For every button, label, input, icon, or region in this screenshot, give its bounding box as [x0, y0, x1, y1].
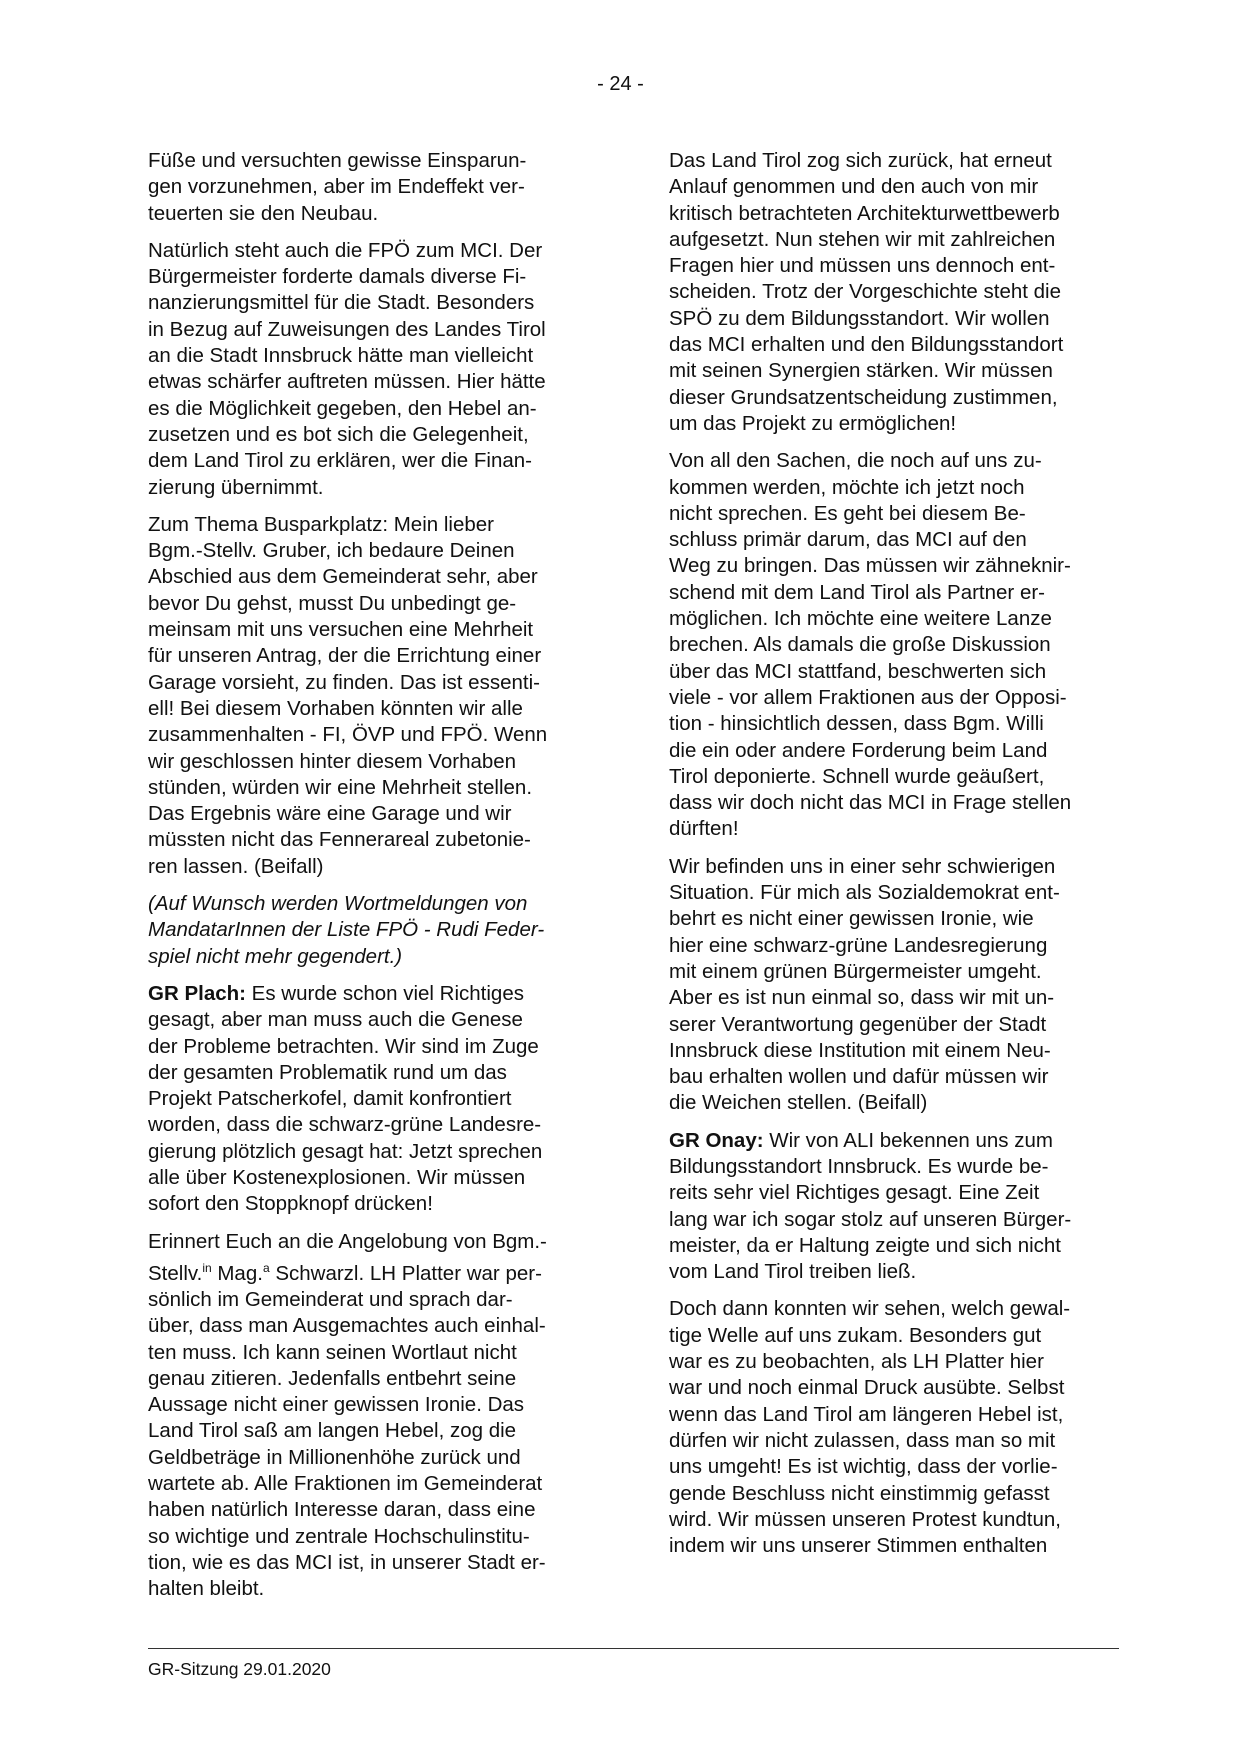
superscript: in — [202, 1260, 212, 1275]
paragraph: Zum Thema Busparkplatz: Mein lieber Bgm.-Stellv. Gruber, ich bedaure Deinen Abschied aus dem Gemeinderat sehr, aber bevor Du gehst, musst Du unbedingt ge- meinsam mit uns versuchen eine Mehrheit für unseren Antrag, der die Errichtung einer Garage vorsieht, zu finden. Das ist essenti- ell! Bei diesem Vorhaben könnten wir alle zusammenhalten - FI, ÖVP und FPÖ. Wenn wir geschlossen hinter diesem Vorhaben stünden, würden wir eine Mehrheit stellen. Das Ergebnis wäre eine Garage und wir müssten nicht das Fennerareal zubetonie- ren lassen. (Beifall) — [148, 512, 548, 878]
superscript: a — [262, 1260, 270, 1275]
left-column — [148, 148, 596, 1614]
paragraph: Natürlich steht auch die FPÖ zum MCI. Der Bürgermeister forderte damals diverse Fi- nanzierungsmittel für die Stadt. Besonders in Bezug auf Zuweisungen des Landes Tirol an die Stadt Innsbruck hätte man vielleicht etwas schärfer auftreten müssen. Hier hätte es die Möglichkeit gegeben, den Hebel an- zusetzen und es bot sich die Gelegenheit, dem Land Tirol zu erklären, wer die Finan- zierung übernimmt. — [148, 238, 546, 499]
paragraph-text: Mag. — [211, 1261, 263, 1285]
speech-paragraph — [669, 1128, 1117, 1286]
right-column — [669, 148, 1117, 1570]
speaker-name: GR Plach: — [148, 981, 246, 1005]
paragraph: Das Land Tirol zog sich zurück, hat erneut Anlauf genommen und den auch von mir kritisch betrachteten Architekturwettbewerb aufgesetzt. Nun stehen wir mit zahlreichen Fragen hier und müssen uns dennoch ent- scheiden. Trotz der Vorgeschichte steht die SPÖ zu dem Bildungsstandort. Wir wollen das MCI erhalten und den Bildungsstandort mit seinen Synergien stärken. Wir müssen dieser Grundsatzentscheidung zustimmen, um das Projekt zu ermöglichen! — [669, 149, 1064, 435]
page-number: - 24 - — [597, 73, 644, 95]
footer-text: GR-Sitzung 29.01.2020 — [148, 1659, 331, 1679]
footer-divider — [148, 1648, 1119, 1649]
paragraph: Von all den Sachen, die noch auf uns zu- kommen werden, möchte ich jetzt noch nicht sprechen. Es geht bei diesem Be- schluss primär darum, das MCI auf den Weg zu bringen. Das müssen wir zähneknir- schend mit dem Land Tirol als Partner er- möglichen. Ich möchte eine weitere Lanze brechen. Als damals die große Diskussion über das MCI stattfand, beschwerten sich viele - vor allem Fraktionen aus der Opposi- tion - hinsichtlich dessen, dass Bgm. Willi die ein oder andere Forderung beim Land Tirol deponierte. Schnell wurde geäußert, dass wir doch nicht das MCI in Frage stellen dürften! — [669, 449, 1072, 841]
paragraph — [148, 1229, 596, 1603]
paragraph-text: Schwarzl. LH Platter war per- sönlich im Gemeinderat und sprach dar- über, dass man Ausgemachtes auch einhal- ten muss. Ich kann seinen Wortlaut nicht genau zitieren. Jedenfalls entbehrt seine Aussage nicht einer gewissen Ironie. Das Land Tirol saß am langen Hebel, zog die Geldbeträge in Millionenhöhe zurück und wartete ab. Alle Fraktionen im Gemeinderat haben natürlich Interesse daran, dass eine so wichtige und zentrale Hochschulinstitu- tion, wie es das MCI ist, in unserer Stadt er- halten bleibt. — [148, 1261, 546, 1601]
paragraph-text: Erinnert Euch an die Angelobung von Bgm.- Stellv. — [148, 1229, 547, 1285]
speaker-name: GR Onay: — [669, 1128, 764, 1152]
speech-text: Es wurde schon viel Richtiges gesagt, aber man muss auch die Genese der Probleme betrachten. Wir sind im Zuge der gesamten Problematik rund um das Projekt Patscherkofel, damit konfrontiert worden, dass die schwarz-grüne Landesre- gierung plötzlich gesagt hat: Jetzt sprechen alle über Kostenexplosionen. Wir müssen sofort den Stoppknopf drücken! — [148, 981, 543, 1216]
paragraph: Doch dann konnten wir sehen, welch gewal- tige Welle auf uns zukam. Besonders gut war es zu beobachten, als LH Platter hier war und noch einmal Druck ausübte. Selbst wenn das Land Tirol am längeren Hebel ist, dürfen wir nicht zulassen, dass man so mit uns umgeht! Es ist wichtig, dass der vorlie- gende Beschluss nicht einstimmig gefasst wird. Wir müssen unseren Protest kundtun, indem wir uns unserer Stimmen enthalten — [669, 1297, 1071, 1558]
speech-text: Wir von ALI bekennen uns zum Bildungsstandort Innsbruck. Es wurde be- reits sehr viel Richtiges gesagt. Eine Zeit lang war ich sogar stolz auf unseren Bürger- meister, da er Haltung zeigte und sich nicht vom Land Tirol treiben ließ. — [669, 1128, 1072, 1284]
paragraph: Füße und versuchten gewisse Einsparun- gen vorzunehmen, aber im Endeffekt ver- teuerten sie den Neubau. — [148, 149, 527, 225]
editorial-note: (Auf Wunsch werden Wortmeldungen von MandatarInnen der Liste FPÖ - Rudi Feder- spiel nicht mehr gegendert.) — [148, 892, 545, 968]
speech-paragraph — [148, 981, 596, 1218]
paragraph: Wir befinden uns in einer sehr schwierigen Situation. Für mich als Sozialdemokrat ent- behrt es nicht einer gewissen Ironie, wie hier eine schwarz-grüne Landesregierung mit einem grünen Bürgermeister umgeht. Aber es ist nun einmal so, dass wir mit un- serer Verantwortung gegenüber der Stadt Innsbruck diese Institution mit einem Neu- bau erhalten wollen und dafür müssen wir die Weichen stellen. (Beifall) — [669, 854, 1060, 1115]
